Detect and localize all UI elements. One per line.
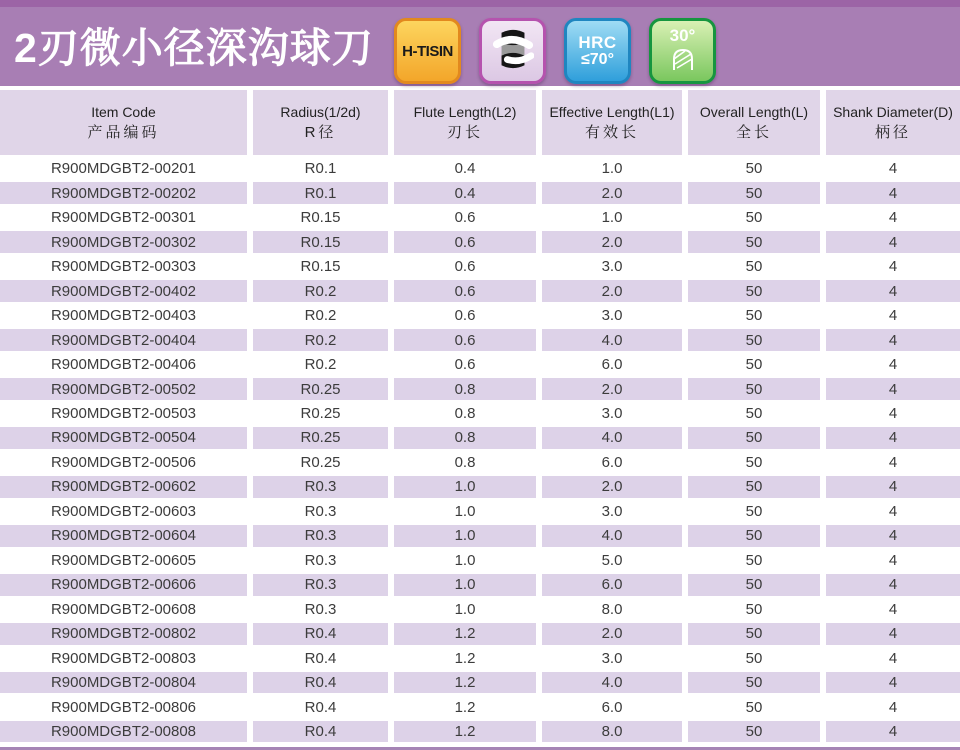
table-row [0,256,960,277]
cell-radius: R0.25 [253,452,388,473]
column-header-flute-length [394,90,536,155]
cell-radius: R0.4 [253,672,388,693]
cell-effective-length: 8.0 [542,721,682,742]
cell-item-code: R900MDGBT2-00504 [0,427,247,448]
cell-flute-length: 0.6 [394,329,536,350]
cell-shank-diameter: 4 [826,648,960,669]
helix-dome-icon [670,47,696,76]
cell-item-code: R900MDGBT2-00402 [0,280,247,301]
cell-overall-length: 50 [688,305,820,326]
cell-effective-length: 6.0 [542,697,682,718]
cell-overall-length: 50 [688,378,820,399]
cell-radius: R0.2 [253,354,388,375]
cell-shank-diameter: 4 [826,623,960,644]
cell-flute-length: 1.0 [394,501,536,522]
table-row [0,623,960,644]
table-header-row [0,90,960,155]
cell-flute-length: 1.2 [394,672,536,693]
table-row [0,574,960,595]
cell-item-code: R900MDGBT2-00804 [0,672,247,693]
cell-effective-length: 3.0 [542,501,682,522]
cell-flute-length: 0.6 [394,354,536,375]
column-header-overall-length [688,90,820,155]
cell-overall-length: 50 [688,256,820,277]
cell-item-code: R900MDGBT2-00302 [0,231,247,252]
cell-radius: R0.1 [253,158,388,179]
cell-overall-length: 50 [688,697,820,718]
cell-flute-length: 1.0 [394,525,536,546]
table-row [0,525,960,546]
cell-shank-diameter: 4 [826,501,960,522]
cell-effective-length: 2.0 [542,182,682,203]
cell-radius: R0.4 [253,648,388,669]
table-row [0,697,960,718]
cell-effective-length: 3.0 [542,305,682,326]
cell-item-code: R900MDGBT2-00502 [0,378,247,399]
cell-radius: R0.2 [253,280,388,301]
cell-flute-length: 1.0 [394,574,536,595]
cell-radius: R0.25 [253,427,388,448]
column-header-zh: R径 [304,123,337,141]
cell-flute-length: 1.2 [394,623,536,644]
table-body [0,158,960,742]
cell-shank-diameter: 4 [826,599,960,620]
cell-effective-length: 4.0 [542,329,682,350]
cell-effective-length: 2.0 [542,476,682,497]
cell-overall-length: 50 [688,623,820,644]
helix-angle-badge [649,18,716,84]
cell-radius: R0.1 [253,182,388,203]
cell-flute-length: 1.2 [394,697,536,718]
cell-overall-length: 50 [688,329,820,350]
cell-overall-length: 50 [688,501,820,522]
cell-flute-length: 1.0 [394,550,536,571]
cell-overall-length: 50 [688,182,820,203]
cell-radius: R0.2 [253,305,388,326]
hardness-badge-line1: HRC [578,32,617,52]
cell-effective-length: 2.0 [542,231,682,252]
cell-item-code: R900MDGBT2-00403 [0,305,247,326]
cell-effective-length: 4.0 [542,672,682,693]
cell-item-code: R900MDGBT2-00506 [0,452,247,473]
page-header [0,7,960,86]
cell-overall-length: 50 [688,525,820,546]
table-row [0,550,960,571]
cell-overall-length: 50 [688,550,820,571]
cell-flute-length: 0.8 [394,378,536,399]
cell-overall-length: 50 [688,354,820,375]
cell-item-code: R900MDGBT2-00201 [0,158,247,179]
cell-item-code: R900MDGBT2-00301 [0,207,247,228]
cell-effective-length: 2.0 [542,378,682,399]
cell-shank-diameter: 4 [826,158,960,179]
column-header-effective-length [542,90,682,155]
cell-overall-length: 50 [688,574,820,595]
cell-overall-length: 50 [688,427,820,448]
spec-badges [394,18,716,84]
cell-radius: R0.3 [253,525,388,546]
cell-radius: R0.3 [253,574,388,595]
cell-flute-length: 0.6 [394,256,536,277]
cell-radius: R0.15 [253,256,388,277]
ball-endmill-icon [492,26,534,77]
cell-effective-length: 2.0 [542,623,682,644]
cell-shank-diameter: 4 [826,329,960,350]
column-header-zh: 刃长 [446,123,483,141]
cell-effective-length: 8.0 [542,599,682,620]
cell-shank-diameter: 4 [826,354,960,375]
cell-shank-diameter: 4 [826,231,960,252]
column-header-zh: 全长 [735,123,772,141]
cell-item-code: R900MDGBT2-00303 [0,256,247,277]
cell-shank-diameter: 4 [826,403,960,424]
cell-effective-length: 5.0 [542,550,682,571]
table-row [0,427,960,448]
table-row [0,599,960,620]
cell-radius: R0.3 [253,599,388,620]
column-header-en: Flute Length(L2) [413,103,517,120]
column-header-zh: 柄径 [874,123,911,141]
cell-flute-length: 0.4 [394,158,536,179]
cell-item-code: R900MDGBT2-00404 [0,329,247,350]
cell-overall-length: 50 [688,158,820,179]
cell-effective-length: 4.0 [542,427,682,448]
cell-flute-length: 0.8 [394,452,536,473]
top-accent-strip [0,0,960,7]
table-row [0,329,960,350]
cell-shank-diameter: 4 [826,427,960,448]
table-row [0,403,960,424]
cell-shank-diameter: 4 [826,256,960,277]
table-row [0,231,960,252]
column-header-en: Overall Length(L) [699,103,809,120]
cell-flute-length: 0.6 [394,305,536,326]
hardness-badge-line2: ≤70° [581,50,614,68]
cell-item-code: R900MDGBT2-00602 [0,476,247,497]
column-header-en: Effective Length(L1) [549,103,675,120]
cell-overall-length: 50 [688,231,820,252]
cell-radius: R0.2 [253,329,388,350]
cell-shank-diameter: 4 [826,525,960,546]
cell-radius: R0.3 [253,550,388,571]
cell-flute-length: 0.8 [394,403,536,424]
table-row [0,280,960,301]
cell-shank-diameter: 4 [826,452,960,473]
column-header-radius [253,90,388,155]
cell-shank-diameter: 4 [826,476,960,497]
cell-shank-diameter: 4 [826,207,960,228]
cell-shank-diameter: 4 [826,574,960,595]
cell-item-code: R900MDGBT2-00802 [0,623,247,644]
cell-overall-length: 50 [688,648,820,669]
table-row [0,378,960,399]
coating-badge [394,18,461,84]
cell-overall-length: 50 [688,452,820,473]
cell-radius: R0.4 [253,697,388,718]
cell-overall-length: 50 [688,599,820,620]
ball-endmill-badge [479,18,546,84]
cell-radius: R0.4 [253,623,388,644]
cell-effective-length: 1.0 [542,158,682,179]
table-row [0,648,960,669]
cell-shank-diameter: 4 [826,550,960,571]
column-header-en: Shank Diameter(D) [833,103,953,120]
cell-radius: R0.15 [253,207,388,228]
cell-effective-length: 3.0 [542,256,682,277]
cell-item-code: R900MDGBT2-00503 [0,403,247,424]
cell-flute-length: 1.0 [394,476,536,497]
cell-flute-length: 1.2 [394,721,536,742]
cell-effective-length: 2.0 [542,280,682,301]
cell-radius: R0.3 [253,501,388,522]
cell-flute-length: 0.4 [394,182,536,203]
cell-shank-diameter: 4 [826,697,960,718]
cell-overall-length: 50 [688,672,820,693]
cell-flute-length: 1.2 [394,648,536,669]
cell-flute-length: 0.8 [394,427,536,448]
cell-item-code: R900MDGBT2-00605 [0,550,247,571]
table-row [0,158,960,179]
table-row [0,452,960,473]
hardness-badge [564,18,631,84]
table-row [0,476,960,497]
cell-radius: R0.4 [253,721,388,742]
cell-shank-diameter: 4 [826,721,960,742]
helix-angle-label: 30° [669,26,696,45]
cell-flute-length: 0.6 [394,280,536,301]
cell-effective-length: 3.0 [542,648,682,669]
cell-effective-length: 6.0 [542,574,682,595]
cell-item-code: R900MDGBT2-00808 [0,721,247,742]
cell-shank-diameter: 4 [826,305,960,326]
column-header-zh: 产品编码 [87,123,160,141]
cell-radius: R0.15 [253,231,388,252]
cell-item-code: R900MDGBT2-00406 [0,354,247,375]
cell-shank-diameter: 4 [826,672,960,693]
cell-item-code: R900MDGBT2-00608 [0,599,247,620]
cell-item-code: R900MDGBT2-00803 [0,648,247,669]
cell-shank-diameter: 4 [826,378,960,399]
cell-radius: R0.3 [253,476,388,497]
cell-shank-diameter: 4 [826,182,960,203]
cell-item-code: R900MDGBT2-00202 [0,182,247,203]
column-header-zh: 有效长 [584,123,639,141]
cell-effective-length: 6.0 [542,452,682,473]
cell-overall-length: 50 [688,207,820,228]
table-row [0,305,960,326]
table-row [0,182,960,203]
cell-flute-length: 1.0 [394,599,536,620]
table-row [0,721,960,742]
table-row [0,672,960,693]
coating-badge-label: H-TISIN [402,42,453,60]
cell-item-code: R900MDGBT2-00603 [0,501,247,522]
cell-radius: R0.25 [253,378,388,399]
cell-effective-length: 4.0 [542,525,682,546]
cell-item-code: R900MDGBT2-00806 [0,697,247,718]
cell-effective-length: 6.0 [542,354,682,375]
cell-radius: R0.25 [253,403,388,424]
table-row [0,354,960,375]
cell-effective-length: 1.0 [542,207,682,228]
column-header-en: Radius(1/2d) [280,103,361,120]
cell-overall-length: 50 [688,280,820,301]
cell-overall-length: 50 [688,476,820,497]
cell-shank-diameter: 4 [826,280,960,301]
column-header-item-code [0,90,247,155]
page-title: 2刃微小径深沟球刀 [14,24,374,71]
table-row [0,207,960,228]
cell-effective-length: 3.0 [542,403,682,424]
cell-item-code: R900MDGBT2-00604 [0,525,247,546]
column-header-shank-diameter [826,90,960,155]
cell-item-code: R900MDGBT2-00606 [0,574,247,595]
cell-flute-length: 0.6 [394,207,536,228]
cell-flute-length: 0.6 [394,231,536,252]
cell-overall-length: 50 [688,403,820,424]
cell-overall-length: 50 [688,721,820,742]
table-row [0,501,960,522]
column-header-en: Item Code [91,103,156,120]
